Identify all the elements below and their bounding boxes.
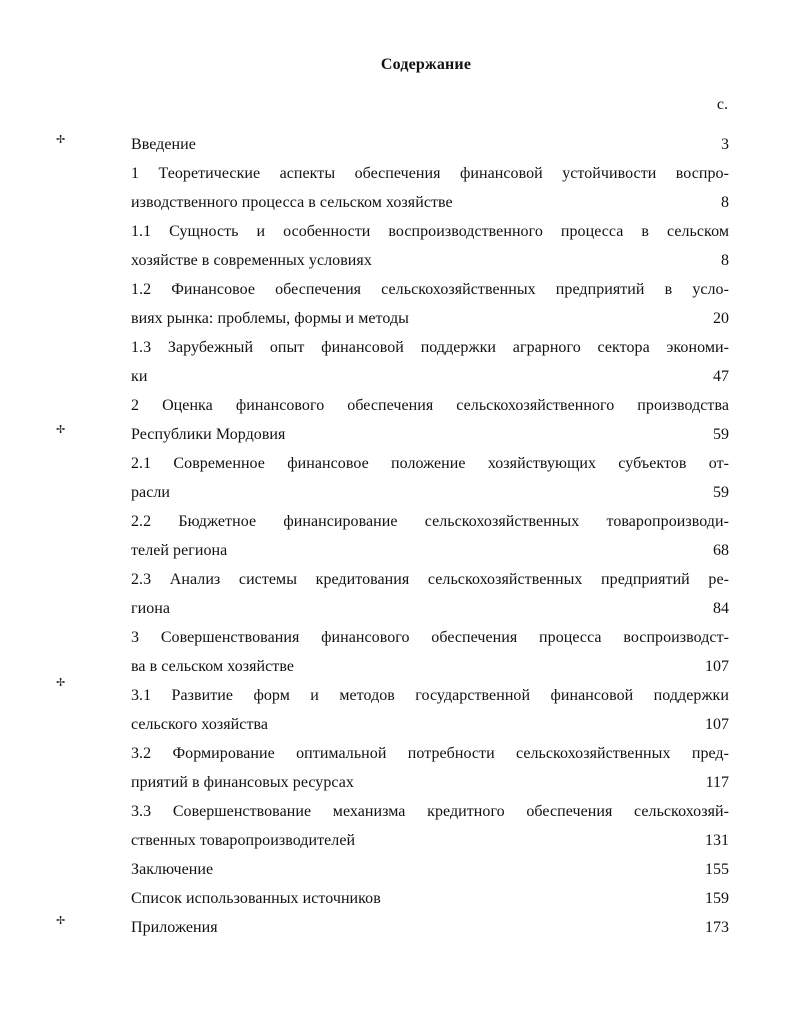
toc-entry-line (131, 884, 729, 913)
margin-mark: ✢ (56, 133, 66, 146)
toc-page-number: 59 (713, 484, 729, 501)
toc-entry-text: Приложения (131, 919, 218, 936)
toc-entry-line (131, 159, 729, 188)
toc-page-number: 20 (713, 310, 729, 327)
toc-entry-line (131, 246, 729, 275)
toc-page-number: 68 (713, 542, 729, 559)
toc-page-number: 59 (713, 426, 729, 443)
toc-page-number: 131 (705, 832, 729, 849)
toc-entry-text: гиона (131, 600, 171, 617)
margin-mark: ✢ (56, 676, 66, 689)
toc-entry-line (131, 826, 729, 855)
toc-entry-text: расли (131, 484, 170, 501)
toc-page-number: 107 (705, 658, 729, 675)
page-column-label: с. (716, 96, 728, 113)
margin-mark: ✢ (56, 423, 66, 436)
toc-page-number: 3 (721, 136, 729, 153)
toc-entry-line (131, 652, 729, 681)
toc-entry-text: виях рынка: проблемы, формы и методы (131, 310, 409, 327)
toc-entry-line (131, 536, 729, 565)
toc-entry-text: 3 Совершенствования финансового обеспечения процесса воспроизводст- (131, 629, 729, 646)
toc-entry-line (131, 507, 729, 536)
toc-page-number: 117 (705, 774, 729, 791)
toc-page-number: 107 (705, 716, 729, 733)
toc-page-number: 159 (705, 890, 729, 907)
toc-entry-text: 1 Теоретические аспекты обеспечения финансовой устойчивости воспро- (131, 165, 729, 182)
toc-entry-text: 2.1 Современное финансовое положение хозяйствующих субъектов от- (131, 455, 729, 472)
toc-page-number: 47 (713, 368, 729, 385)
toc-entry-line (131, 710, 729, 739)
table-of-contents (131, 130, 729, 942)
toc-entry-line (131, 449, 729, 478)
toc-entry-text: 3.2 Формирование оптимальной потребности сельскохозяйственных пред- (131, 745, 729, 762)
toc-entry-line (131, 420, 729, 449)
toc-entry-line (131, 913, 729, 942)
toc-entry-line (131, 768, 729, 797)
toc-entry-text: Республики Мордовия (131, 426, 286, 443)
toc-entry-text: изводственного процесса в сельском хозяйстве (131, 194, 453, 211)
toc-entry-line (131, 565, 729, 594)
toc-entry-line (131, 217, 729, 246)
toc-entry-text: ва в сельском хозяйстве (131, 658, 295, 675)
toc-entry-line (131, 391, 729, 420)
toc-entry-text: Заключение (131, 861, 214, 878)
toc-entry-line (131, 478, 729, 507)
toc-entry-text: ственных товаропроизводителей (131, 832, 356, 849)
toc-entry-text: 3.1 Развитие форм и методов государственной финансовой поддержки (131, 687, 729, 704)
toc-entry-text: Введение (131, 136, 196, 153)
toc-entry-text: 1.1 Сущность и особенности воспроизводственного процесса в сельском (131, 223, 729, 240)
toc-entry-line (131, 739, 729, 768)
toc-entry-line (131, 333, 729, 362)
toc-entry-line (131, 130, 729, 159)
toc-entry-line (131, 362, 729, 391)
toc-entry-line (131, 797, 729, 826)
toc-entry-text: сельского хозяйства (131, 716, 269, 733)
toc-entry-text: 1.3 Зарубежный опыт финансовой поддержки аграрного сектора экономи- (131, 339, 729, 356)
toc-entry-line (131, 623, 729, 652)
toc-entry-text: Список использованных источников (131, 890, 381, 907)
toc-entry-text: 3.3 Совершенствование механизма кредитного обеспечения сельскохозяй- (131, 803, 729, 820)
toc-page-number: 84 (713, 600, 729, 617)
toc-entry-text: ки (131, 368, 148, 385)
toc-page-number: 173 (705, 919, 729, 936)
toc-entry-line (131, 681, 729, 710)
toc-entry-line (131, 275, 729, 304)
toc-entry-line (131, 594, 729, 623)
page-title: Содержание (380, 56, 472, 73)
toc-entry-line (131, 304, 729, 333)
toc-entry-line (131, 855, 729, 884)
toc-entry-text: 2 Оценка финансового обеспечения сельскохозяйственного производства (131, 397, 729, 414)
toc-entry-text: 2.3 Анализ системы кредитования сельскохозяйственных предприятий ре- (131, 571, 729, 588)
toc-entry-line (131, 188, 729, 217)
margin-mark: ✢ (56, 914, 66, 927)
toc-entry-text: 1.2 Финансовое обеспечения сельскохозяйственных предприятий в усло- (131, 281, 729, 298)
toc-entry-text: 2.2 Бюджетное финансирование сельскохозяйственных товаропроизводи- (131, 513, 729, 530)
toc-page-number: 155 (705, 861, 729, 878)
toc-page-number: 8 (721, 252, 729, 269)
toc-entry-text: приятий в финансовых ресурсах (131, 774, 354, 791)
toc-entry-text: телей региона (131, 542, 228, 559)
toc-entry-text: хозяйстве в современных условиях (131, 252, 372, 269)
toc-page-number: 8 (721, 194, 729, 211)
